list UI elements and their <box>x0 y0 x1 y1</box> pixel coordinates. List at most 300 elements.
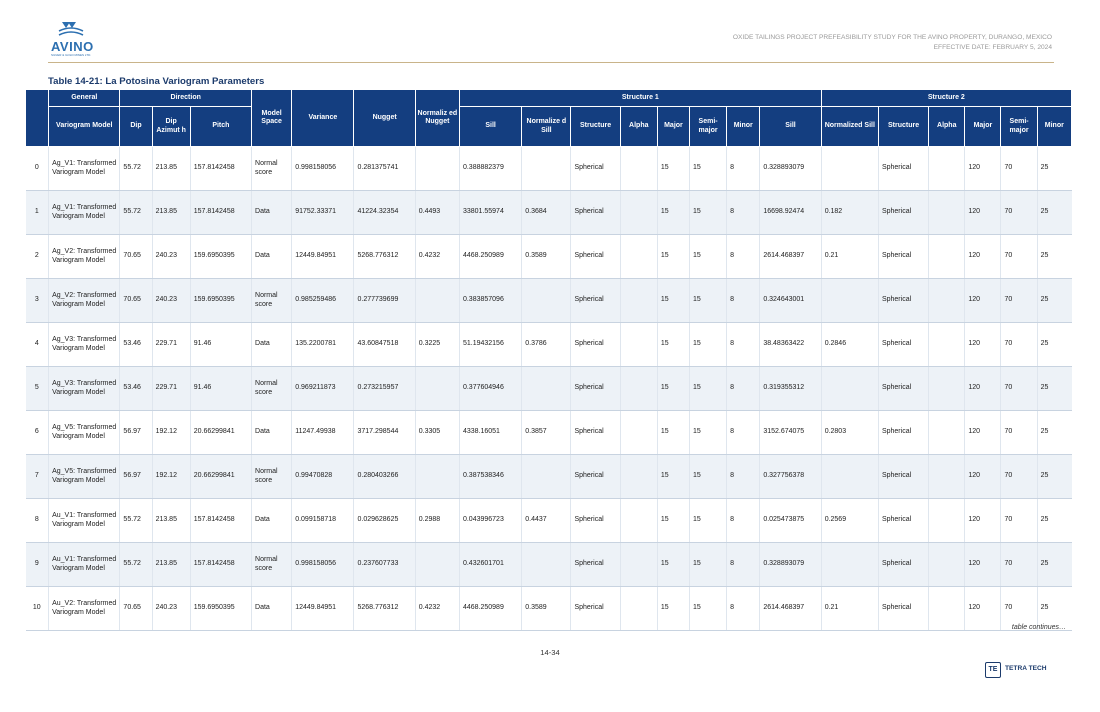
table-cell: 15 <box>657 279 689 323</box>
table-cell: 25 <box>1037 499 1071 543</box>
table-cell: 157.8142458 <box>190 543 251 587</box>
table-cell: 25 <box>1037 455 1071 499</box>
table-cell: 8 <box>727 323 760 367</box>
table-cell <box>522 543 571 587</box>
effective-date: EFFECTIVE DATE: FEBRUARY 5, 2024 <box>933 44 1052 51</box>
table-cell: 4338.16051 <box>459 411 521 455</box>
table-body <box>26 147 1072 631</box>
table-cell: 70 <box>1001 455 1037 499</box>
table-cell: 70 <box>1001 323 1037 367</box>
table-cell: Data <box>252 323 292 367</box>
table-cell: 0.281375741 <box>354 147 415 191</box>
table-cell: 0.043996723 <box>459 499 521 543</box>
table-cell: 55.72 <box>120 147 152 191</box>
table-cell: 15 <box>657 147 689 191</box>
table-cell: Spherical <box>878 587 928 631</box>
table-cell: Normal score <box>252 279 292 323</box>
group-direction: Direction <box>120 90 252 107</box>
group-header-row <box>26 90 1072 107</box>
table-cell: 157.8142458 <box>190 499 251 543</box>
table-cell: 15 <box>690 235 727 279</box>
table-cell: 8 <box>727 587 760 631</box>
table-cell <box>620 235 657 279</box>
variogram-table <box>25 89 1072 631</box>
table-cell: 70 <box>1001 499 1037 543</box>
table-cell <box>620 411 657 455</box>
table-cell: 0.3589 <box>522 235 571 279</box>
table-cell: Data <box>252 499 292 543</box>
table-cell: 135.2200781 <box>292 323 354 367</box>
table-cell: 3152.674075 <box>760 411 821 455</box>
table-cell: 20.66299841 <box>190 411 251 455</box>
col-s2-alpha: Alpha <box>929 107 965 147</box>
table-cell <box>929 147 965 191</box>
table-cell: 8 <box>727 543 760 587</box>
table-cell <box>929 191 965 235</box>
table-cell: 0.99470828 <box>292 455 354 499</box>
col-variance: Variance <box>292 90 354 147</box>
table-cell <box>415 543 459 587</box>
table-cell: 2614.468397 <box>760 235 821 279</box>
table-cell: Normal score <box>252 367 292 411</box>
table-cell: 0.328893079 <box>760 147 821 191</box>
table-cell: 0.2803 <box>821 411 878 455</box>
table-cell <box>415 367 459 411</box>
table-cell: 120 <box>965 279 1001 323</box>
table-continues-note: table continues… <box>1011 624 1066 631</box>
col-dip-azimuth: Dip Azimut h <box>152 107 190 147</box>
table-cell: 15 <box>690 455 727 499</box>
table-cell: 10 <box>26 587 49 631</box>
table-cell: 3717.298544 <box>354 411 415 455</box>
table-cell: 0.387538346 <box>459 455 521 499</box>
index-header <box>26 90 49 147</box>
table-cell: 25 <box>1037 191 1071 235</box>
table-cell: Ag_V5: Transformed Variogram Model <box>49 455 120 499</box>
table-cell: 6 <box>26 411 49 455</box>
table-cell: 70 <box>1001 147 1037 191</box>
table-row <box>26 543 1072 587</box>
table-cell: Au_V1: Transformed Variogram Model <box>49 543 120 587</box>
table-cell <box>620 323 657 367</box>
table-cell: 15 <box>657 191 689 235</box>
table-cell: 4468.250989 <box>459 235 521 279</box>
table-cell: 2614.468397 <box>760 587 821 631</box>
table-cell: 120 <box>965 411 1001 455</box>
table-cell: Spherical <box>878 323 928 367</box>
table-cell: Ag_V3: Transformed Variogram Model <box>49 323 120 367</box>
table-cell: 15 <box>690 499 727 543</box>
project-title: OXIDE TAILINGS PROJECT PREFEASIBILITY STUDY FOR THE AVINO PROPERTY, DURANGO, MEXICO <box>732 34 1052 41</box>
table-cell: 0.277739699 <box>354 279 415 323</box>
table-cell: Spherical <box>571 543 620 587</box>
table-cell: 15 <box>690 323 727 367</box>
table-cell: 120 <box>965 367 1001 411</box>
table-cell: 70 <box>1001 543 1037 587</box>
col-s2-structure: Structure <box>878 107 928 147</box>
table-cell: 25 <box>1037 323 1071 367</box>
table-cell: 8 <box>727 191 760 235</box>
table-cell: 91.46 <box>190 323 251 367</box>
table-row <box>26 499 1072 543</box>
header-divider <box>48 62 1054 63</box>
table-cell <box>522 455 571 499</box>
table-cell: 70.65 <box>120 279 152 323</box>
table-cell: 70 <box>1001 279 1037 323</box>
page-number: 14-34 <box>540 648 560 657</box>
table-cell: 120 <box>965 587 1001 631</box>
table-cell: 0.3684 <box>522 191 571 235</box>
table-cell <box>522 147 571 191</box>
table-cell: 25 <box>1037 587 1071 631</box>
table-cell: 15 <box>690 543 727 587</box>
table-cell: 229.71 <box>152 367 190 411</box>
table-cell: 0 <box>26 147 49 191</box>
table-cell: 240.23 <box>152 587 190 631</box>
table-cell <box>821 279 878 323</box>
tetra-tech-logo <box>985 661 1051 679</box>
table-cell <box>620 455 657 499</box>
table-cell: 120 <box>965 455 1001 499</box>
table-cell: 7 <box>26 455 49 499</box>
table-cell <box>929 455 965 499</box>
table-cell: 8 <box>727 411 760 455</box>
col-s1-major: Major <box>657 107 689 147</box>
table-cell: 15 <box>657 367 689 411</box>
col-dip: Dip <box>120 107 152 147</box>
table-cell <box>620 191 657 235</box>
table-cell: 15 <box>690 147 727 191</box>
table-cell <box>929 235 965 279</box>
table-cell: Normal score <box>252 455 292 499</box>
table-cell: 0.4493 <box>415 191 459 235</box>
table-cell: 15 <box>657 235 689 279</box>
table-cell: 0.998158056 <box>292 147 354 191</box>
table-cell: 120 <box>965 235 1001 279</box>
table-cell: 5268.776312 <box>354 587 415 631</box>
table-cell: 15 <box>690 411 727 455</box>
table-cell: 25 <box>1037 147 1071 191</box>
table-cell: 8 <box>727 455 760 499</box>
table-cell: 55.72 <box>120 191 152 235</box>
group-structure-2: Structure 2 <box>821 90 1071 107</box>
table-row <box>26 411 1072 455</box>
table-cell: 25 <box>1037 367 1071 411</box>
table-cell: 0.324643001 <box>760 279 821 323</box>
table-cell: Spherical <box>571 455 620 499</box>
table-cell: Spherical <box>571 279 620 323</box>
table-cell <box>620 367 657 411</box>
table-cell: Spherical <box>571 367 620 411</box>
table-cell: 192.12 <box>152 411 190 455</box>
table-cell: 91752.33371 <box>292 191 354 235</box>
table-cell: Spherical <box>571 411 620 455</box>
table-cell <box>620 279 657 323</box>
col-nugget: Nugget <box>354 90 415 147</box>
table-cell: 157.8142458 <box>190 147 251 191</box>
table-cell: 4 <box>26 323 49 367</box>
avino-logo <box>48 20 108 60</box>
table-row <box>26 235 1072 279</box>
table-cell: 53.46 <box>120 367 152 411</box>
table-cell: 0.383857096 <box>459 279 521 323</box>
table-cell: 0.2569 <box>821 499 878 543</box>
table-cell: 91.46 <box>190 367 251 411</box>
table-cell <box>929 279 965 323</box>
table-cell: 0.998158056 <box>292 543 354 587</box>
table-cell: 8 <box>727 147 760 191</box>
table-cell: 12449.84951 <box>292 235 354 279</box>
table-cell: 56.97 <box>120 455 152 499</box>
table-cell: 25 <box>1037 279 1071 323</box>
table-cell: Spherical <box>571 323 620 367</box>
table-cell: 16698.92474 <box>760 191 821 235</box>
table-cell: 15 <box>657 587 689 631</box>
table-cell: 25 <box>1037 411 1071 455</box>
table-cell: Ag_V2: Transformed Variogram Model <box>49 235 120 279</box>
table-cell: 120 <box>965 191 1001 235</box>
col-s2-sill: Sill <box>760 107 821 147</box>
col-s2-semimajor: Semi-major <box>1001 107 1037 147</box>
table-cell: 8 <box>727 499 760 543</box>
table-cell: 3 <box>26 279 49 323</box>
table-cell: Data <box>252 411 292 455</box>
table-cell: 120 <box>965 543 1001 587</box>
table-cell: 159.6950395 <box>190 279 251 323</box>
table-cell: Spherical <box>878 499 928 543</box>
table-cell <box>929 367 965 411</box>
col-variogram-model: Variogram Model <box>49 107 120 147</box>
table-cell: Spherical <box>571 499 620 543</box>
table-cell: Data <box>252 191 292 235</box>
page-header <box>0 0 1100 66</box>
table-cell: 20.66299841 <box>190 455 251 499</box>
table-cell: Spherical <box>878 147 928 191</box>
col-model-space: Model Space <box>252 90 292 147</box>
table-cell: 1 <box>26 191 49 235</box>
table-cell: 15 <box>657 499 689 543</box>
tetra-tech-text: TETRA TECH <box>1005 665 1047 672</box>
table-cell: 240.23 <box>152 279 190 323</box>
col-normalized-nugget: Normaliz ed Nugget <box>415 90 459 147</box>
table-cell: 5268.776312 <box>354 235 415 279</box>
table-cell <box>620 543 657 587</box>
table-cell: 157.8142458 <box>190 191 251 235</box>
table-cell: 240.23 <box>152 235 190 279</box>
table-cell: Ag_V3: Transformed Variogram Model <box>49 367 120 411</box>
table-cell: Spherical <box>571 587 620 631</box>
table-cell: 0.432601701 <box>459 543 521 587</box>
table-cell: 213.85 <box>152 499 190 543</box>
table-cell: Spherical <box>571 235 620 279</box>
col-s1-alpha: Alpha <box>620 107 657 147</box>
col-s1-minor: Minor <box>727 107 760 147</box>
table-cell: 15 <box>657 455 689 499</box>
table-cell: 0.025473875 <box>760 499 821 543</box>
table-cell: 70 <box>1001 367 1037 411</box>
avino-logo-icon <box>56 20 86 40</box>
table-cell: Spherical <box>878 279 928 323</box>
table-cell: 8 <box>727 235 760 279</box>
table-cell: 0.985259486 <box>292 279 354 323</box>
table-cell: 0.029628625 <box>354 499 415 543</box>
col-s2-major: Major <box>965 107 1001 147</box>
table-cell: 15 <box>690 367 727 411</box>
table-cell: 0.2988 <box>415 499 459 543</box>
table-cell: Ag_V1: Transformed Variogram Model <box>49 147 120 191</box>
table-cell: 0.3589 <box>522 587 571 631</box>
table-cell: 192.12 <box>152 455 190 499</box>
table-cell: 0.3786 <box>522 323 571 367</box>
table-cell <box>522 367 571 411</box>
table-cell: 15 <box>657 411 689 455</box>
table-cell <box>620 499 657 543</box>
table-title: Table 14-21: La Potosina Variogram Parameters <box>48 76 265 87</box>
table-cell: 70 <box>1001 411 1037 455</box>
table-cell: 15 <box>657 323 689 367</box>
table-cell: 120 <box>965 147 1001 191</box>
table-cell: Au_V2: Transformed Variogram Model <box>49 587 120 631</box>
table-cell: 159.6950395 <box>190 235 251 279</box>
table-cell: 15 <box>657 543 689 587</box>
table-cell: Ag_V1: Transformed Variogram Model <box>49 191 120 235</box>
table-cell: 120 <box>965 323 1001 367</box>
table-cell: 0.3305 <box>415 411 459 455</box>
table-cell: 0.4437 <box>522 499 571 543</box>
table-cell: 0.377604946 <box>459 367 521 411</box>
table-cell: Spherical <box>878 191 928 235</box>
table-cell: 120 <box>965 499 1001 543</box>
table-cell: Spherical <box>878 411 928 455</box>
table-row <box>26 323 1072 367</box>
col-s1-semimajor: Semi-major <box>690 107 727 147</box>
table-cell: 0.4232 <box>415 235 459 279</box>
table-cell: 0.328893079 <box>760 543 821 587</box>
table-cell: 55.72 <box>120 499 152 543</box>
table-cell: 4468.250989 <box>459 587 521 631</box>
table-cell <box>415 279 459 323</box>
table-cell <box>821 455 878 499</box>
table-cell: 0.969211873 <box>292 367 354 411</box>
col-pitch: Pitch <box>190 107 251 147</box>
table-cell: 0.273215957 <box>354 367 415 411</box>
table-cell: 159.6950395 <box>190 587 251 631</box>
table-cell: Spherical <box>878 455 928 499</box>
table-cell: 0.280403266 <box>354 455 415 499</box>
table-cell: 70 <box>1001 191 1037 235</box>
table-cell: 15 <box>690 191 727 235</box>
table-cell: 213.85 <box>152 543 190 587</box>
table-cell: 8 <box>727 279 760 323</box>
logo-text: AVINO <box>51 39 94 54</box>
table-row <box>26 455 1072 499</box>
table-cell: 0.182 <box>821 191 878 235</box>
table-cell: 9 <box>26 543 49 587</box>
table-cell: Spherical <box>878 367 928 411</box>
table-cell: 25 <box>1037 235 1071 279</box>
table-cell <box>929 543 965 587</box>
table-cell: 0.3225 <box>415 323 459 367</box>
group-structure-1: Structure 1 <box>459 90 821 107</box>
table-cell: Normal score <box>252 543 292 587</box>
table-cell: 0.21 <box>821 587 878 631</box>
table-cell: 5 <box>26 367 49 411</box>
tetra-tech-mark: TE <box>985 662 1001 678</box>
table-cell: 0.4232 <box>415 587 459 631</box>
table-cell <box>821 367 878 411</box>
table-cell: 70 <box>1001 587 1037 631</box>
table-cell: 2 <box>26 235 49 279</box>
table-cell: Au_V1: Transformed Variogram Model <box>49 499 120 543</box>
table-cell: 51.19432156 <box>459 323 521 367</box>
table-cell: 0.319355312 <box>760 367 821 411</box>
col-s1-normalized-sill: Normalize d Sill <box>522 107 571 147</box>
table-cell: 8 <box>26 499 49 543</box>
table-cell <box>620 147 657 191</box>
table-cell <box>821 147 878 191</box>
table-cell: 70.65 <box>120 235 152 279</box>
table-cell <box>929 587 965 631</box>
table-cell: 15 <box>690 587 727 631</box>
table-row <box>26 587 1072 631</box>
logo-subtext: SILVER & GOLD MINES LTD. <box>51 53 92 57</box>
table-cell: Spherical <box>878 543 928 587</box>
table-cell: Spherical <box>878 235 928 279</box>
table-cell: Normal score <box>252 147 292 191</box>
col-s2-minor: Minor <box>1037 107 1071 147</box>
table-cell: 41224.32354 <box>354 191 415 235</box>
group-general: General <box>49 90 120 107</box>
table-cell: 25 <box>1037 543 1071 587</box>
table-cell: Spherical <box>571 191 620 235</box>
table-cell: 12449.84951 <box>292 587 354 631</box>
table-cell: 43.60847518 <box>354 323 415 367</box>
table-cell: 0.327756378 <box>760 455 821 499</box>
header-info <box>733 33 1052 53</box>
table-cell: Ag_V2: Transformed Variogram Model <box>49 279 120 323</box>
col-s1-sill: Sill <box>459 107 521 147</box>
table-cell <box>522 279 571 323</box>
table-cell: Spherical <box>571 147 620 191</box>
table-row <box>26 191 1072 235</box>
table-cell: Ag_V5: Transformed Variogram Model <box>49 411 120 455</box>
table-row <box>26 279 1072 323</box>
table-cell <box>620 587 657 631</box>
table-cell <box>821 543 878 587</box>
table-cell: 229.71 <box>152 323 190 367</box>
table-cell: 70 <box>1001 235 1037 279</box>
table-cell: 0.3857 <box>522 411 571 455</box>
table-cell: 0.099158718 <box>292 499 354 543</box>
table-row <box>26 367 1072 411</box>
table-cell: 70.65 <box>120 587 152 631</box>
table-cell: 38.48363422 <box>760 323 821 367</box>
table-cell: 56.97 <box>120 411 152 455</box>
table-cell: 0.237607733 <box>354 543 415 587</box>
table-row <box>26 147 1072 191</box>
table-cell: 15 <box>690 279 727 323</box>
column-header-row <box>26 107 1072 147</box>
table-cell: 213.85 <box>152 147 190 191</box>
table-cell: Data <box>252 235 292 279</box>
col-s2-normalized-sill: Normalized Sill <box>821 107 878 147</box>
table-cell: 8 <box>727 367 760 411</box>
table-cell <box>929 411 965 455</box>
table-cell: 0.388882379 <box>459 147 521 191</box>
table-cell: 53.46 <box>120 323 152 367</box>
table-cell: 55.72 <box>120 543 152 587</box>
table-cell: 0.2846 <box>821 323 878 367</box>
